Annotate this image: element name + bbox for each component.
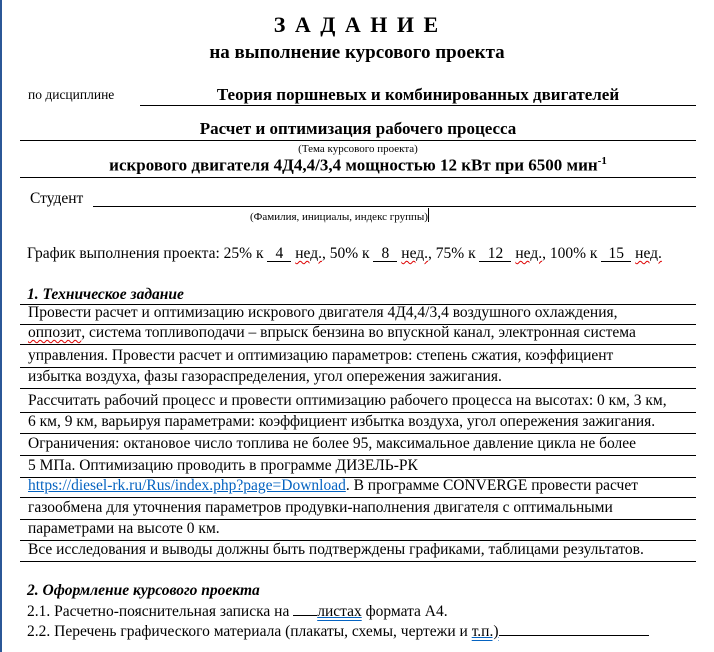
item2-prefix: 2.2. Перечень графического материала (плакаты, схемы, чертежи и [27,623,472,640]
discipline-underline [140,105,696,106]
schedule-item-75 [436,245,546,262]
student-caption-text: (Фамилия, инициалы, индекс группы) [250,211,428,223]
page-edge [0,0,2,652]
graphic-materials-field[interactable] [499,635,649,636]
task-line-text: управления. Провести расчет и оптимизацию параметров: степень сжатия, коэффициент [28,347,614,364]
text-cursor [428,208,429,222]
task-line[interactable] [20,305,696,325]
schedule-pct: 75% к [435,245,476,262]
schedule-item-25 [224,245,326,262]
task-line[interactable] [20,541,696,562]
diesel-rk-link[interactable]: https://diesel-rk.ru/Rus/index.php?page=Download [28,477,346,494]
topic-line-1[interactable]: Расчет и оптимизация рабочего процесса [199,119,517,138]
task-line-text: Провести расчет и оптимизацию искрового двигателя 4Д4,4/3,4 воздушного охлаждения, [28,304,618,321]
task-line[interactable] [20,434,696,456]
schedule-item-100 [550,245,662,262]
student-label: Студент [30,190,84,207]
task-line-text: , система топливоподачи – впрыск бензина во впускной канал, электронная система [81,324,636,341]
task-line-text: Ограничения: октановое число топлива не более 95, максимальное давление цикла не более [28,435,636,452]
student-field[interactable] [93,206,696,207]
task-line-text: параметрами на высоте 0 км. [28,520,220,537]
schedule-weeks[interactable]: 15 [601,247,631,262]
task-line[interactable] [20,325,696,345]
task-line[interactable] [20,478,696,498]
schedule-unit: нед. [295,245,322,262]
topic-underline-1 [20,140,696,141]
item1-suffix: формата А4. [361,603,448,620]
discipline-label: по дисциплине [28,87,115,102]
task-line[interactable] [20,389,696,413]
doc-subtitle: на выполнение курсового проекта [209,42,505,63]
misspelled-word: оппозит [28,324,82,341]
schedule-sep: , [428,245,432,262]
topic-line-2-text: искрового двигателя 4Д4,4/3,4 мощностью 12 кВт при 6500 мин [109,155,598,175]
task-line[interactable] [20,520,696,541]
schedule-sep: , [321,245,326,262]
section1-heading: 1. Техническое задание [27,286,184,303]
item2-abbr: т.п.) [471,623,499,640]
task-line-text: 6 км, 9 км, варьируя параметрами: коэффициент избытка воздуха, угол опережения зажигания. [28,413,656,430]
task-line-text: избытка воздуха, фазы газораспределения, угол опережения зажигания. [28,368,502,385]
task-line[interactable] [20,345,696,368]
topic-caption: (Тема курсового проекта) [298,143,418,155]
task-line-text: Рассчитать рабочий процесс и провести оптимизацию рабочего процесса на высотах: 0 км, 3 км, [28,392,667,409]
task-line[interactable] [20,498,696,520]
schedule-weeks[interactable]: 4 [267,247,291,262]
schedule-unit: нед. [515,245,543,262]
student-caption [250,208,429,223]
task-line[interactable] [20,368,696,389]
discipline-value[interactable]: Теория поршневых и комбинированных двигателей [216,85,620,104]
task-line[interactable] [20,413,696,434]
schedule-pct: 25% к [223,245,264,262]
topic-superscript: -1 [597,155,607,167]
topic-underline-2 [20,177,696,178]
task-line-text: . В программе CONVERGE провести расчет [345,477,638,494]
section2-item-1 [27,603,448,621]
section2-heading: 2. Оформление курсового проекта [27,582,260,599]
schedule-unit: нед. [401,245,429,262]
schedule-pct: 50% к [329,245,370,262]
topic-line-2[interactable] [20,155,696,176]
item1-prefix: 2.1. Расчетно-пояснительная записка на [27,603,290,620]
task-line-text: Все исследования и выводы должны быть подтверждены графиками, таблицами результатов. [28,541,644,558]
schedule-pct: 100% к [549,245,598,262]
item1-unit: листах [317,603,362,620]
schedule-label: График выполнения проекта: [27,245,220,262]
task-line-text: 5 МПа. Оптимизацию проводить в программе ДИЗЕЛЬ-РК [28,457,418,474]
task-line[interactable] [20,456,696,478]
schedule-weeks[interactable]: 8 [373,247,397,262]
sheets-count-field[interactable] [293,615,317,616]
schedule-unit: нед. [635,245,662,262]
doc-title: З А Д А Н И Е [273,12,441,37]
schedule [27,245,662,263]
section2-item-2 [27,623,649,641]
schedule-item-50 [330,245,432,262]
schedule-sep: , [542,245,546,262]
schedule-weeks[interactable]: 12 [479,247,511,262]
task-line-text: газообмена для уточнения параметров продувки-наполнения двигателя с оптимальными [28,499,613,516]
